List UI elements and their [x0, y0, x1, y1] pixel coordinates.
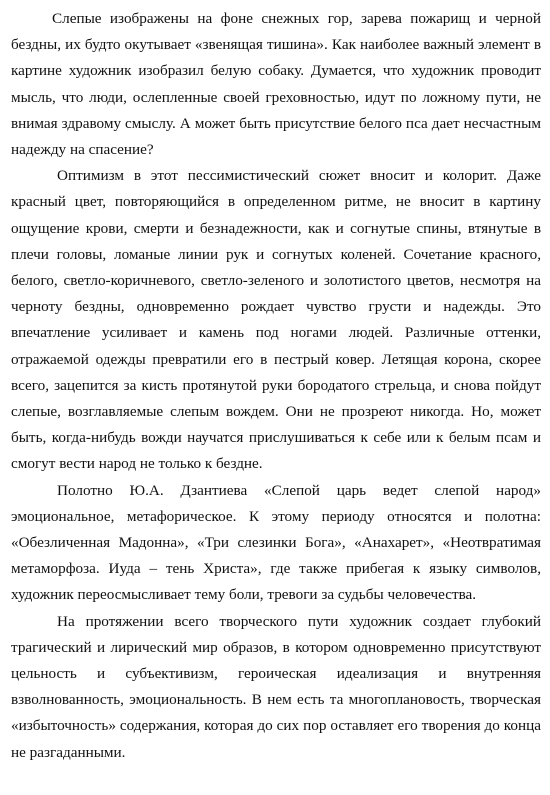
paragraph-optimism-colorit: Оптимизм в этот пессимистический сюжет вносит и колорит. Даже красный цвет, повторяющийся в определенном ритме, не вносит в картину ощущение крови, смерти и безнадежности, как и согнутые спины, втянутые в плечи головы, ломаные линии рук и согнутых коленей. Сочетание красного, белого, светло-коричневого, светло-зеленого и золотистого цветов, несмотря на черноту бездны, одновременно рождает чувство грусти и надежды. Это впечатление усиливает и камень под ногами людей. Различные оттенки, отражаемой одежды превратили его в пестрый ковер. Летящая корона, скорее всего, зацепится за кисть протянутой руки бородатого стрельца, и снова пойдут слепые, возглавляемые слепым вождем. Они не прозреют никогда. Но, может быть, когда-нибудь вожди научатся прислушиваться к себе или к белым псам и смогут вести народ не только к бездне.: [11, 167, 541, 473]
paragraph-creative-path: На протяжении всего творческого пути художник создает глубокий трагический и лирический мир образов, в котором одновременно присутствуют цельность и субъективизм, героическая идеализация и внутренняя взволнованность, эмоциональность. В нем есть та многоплановость, творческая «избыточность» содержания, которая до сих пор оставляет его творения до конца не разгаданными.: [11, 612, 541, 761]
document-page: [11, 6, 541, 766]
paragraph-blind-tsar-painting: Полотно Ю.А. Дзантиева «Слепой царь ведет слепой народ» эмоциональное, метафорическое. К этому периоду относятся и полотна: «Обезличенная Мадонна», «Три слезинки Бога», «Анахарет», «Неотвратимая метаморфоза. Иуда – тень Христа», где также прибегая к языку символов, художник переосмысливает тему боли, тревоги за судьбы человечества.: [11, 481, 541, 604]
paragraph-white-dog: Слепые изображены на фоне снежных гор, зарева пожарищ и черной бездны, их будто окутывает «звенящая тишина». Как наиболее важный элемент в картине художник изобразил белую собаку. Думается, что художник проводит мысль, что люди, ослепленные своей греховностью, идут по ложному пути, не внимая здравому смыслу. А может быть присутствие белого пса дает несчастным надежду на спасение?: [11, 10, 541, 159]
